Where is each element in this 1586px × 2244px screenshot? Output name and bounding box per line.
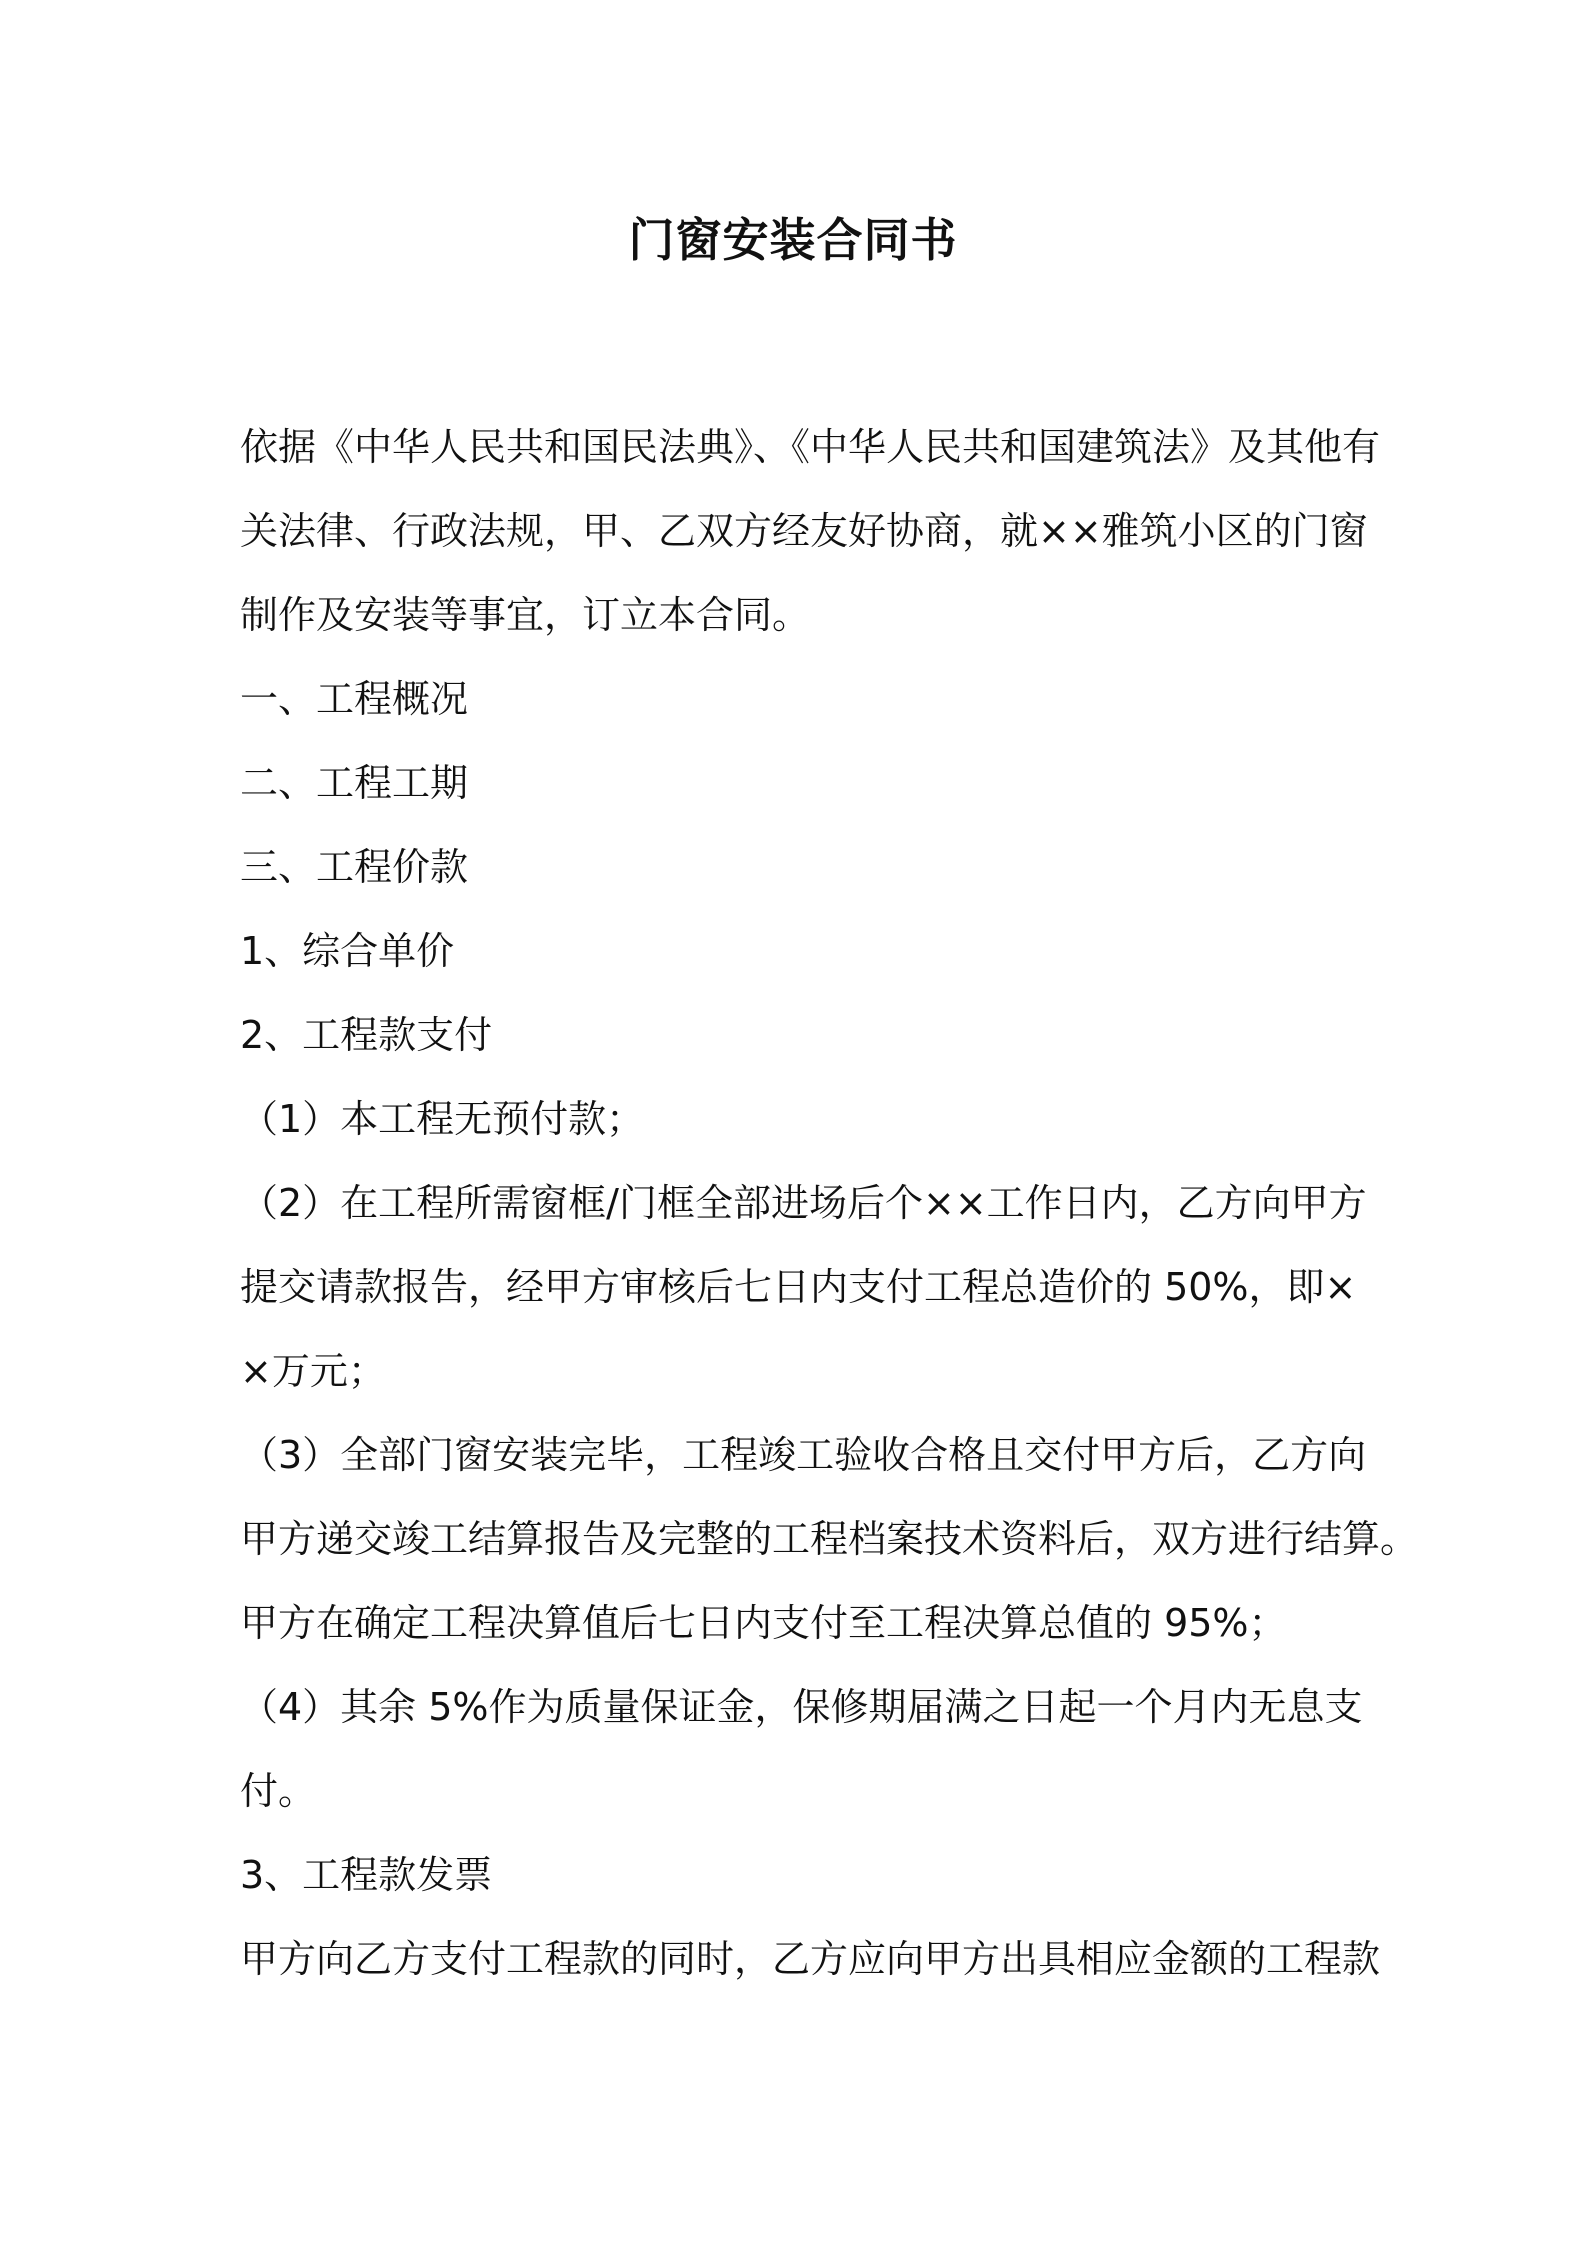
text-line: 甲方递交竣工结算报告及完整的工程档案技术资料后，双方进行结算。 <box>240 1517 1419 1561</box>
section-heading-2: 二、工程工期 <box>240 761 469 805</box>
text-line: 依据《中华人民共和国民法典》、《中华人民共和国建筑法》及其他有 <box>240 425 1381 469</box>
section-heading-1: 一、工程概况 <box>240 677 469 721</box>
subsection-heading-3: 3、工程款发票 <box>240 1853 493 1897</box>
text-line: 关法律、行政法规，甲、乙双方经友好协商，就××雅筑小区的门窗 <box>240 509 1368 553</box>
document-title: 门窗安装合同书 <box>628 213 958 267</box>
text-line: 制作及安装等事宜，订立本合同。 <box>240 593 811 637</box>
clause-2: （2）在工程所需窗框/门框全部进场后个××工作日内，乙方向甲方 <box>240 1181 1367 1225</box>
text-line: 提交请款报告，经甲方审核后七日内支付工程总造价的 50%，即× <box>240 1265 1357 1309</box>
text-line: 付。 <box>240 1769 317 1813</box>
subsection-heading-1: 1、综合单价 <box>240 929 455 973</box>
subsection-heading-2: 2、工程款支付 <box>240 1013 493 1057</box>
section-heading-3: 三、工程价款 <box>240 845 469 889</box>
text-line: ×万元； <box>240 1349 386 1393</box>
clause-3: （3）全部门窗安装完毕，工程竣工验收合格且交付甲方后，乙方向 <box>240 1433 1367 1477</box>
document-body <box>240 405 1419 2001</box>
text-line: 甲方向乙方支付工程款的同时，乙方应向甲方出具相应金额的工程款 <box>240 1937 1381 1981</box>
clause-4: （4）其余 5%作为质量保证金，保修期届满之日起一个月内无息支 <box>240 1685 1363 1729</box>
text-line: 甲方在确定工程决算值后七日内支付至工程决算总值的 95%； <box>240 1601 1287 1645</box>
clause-1: （1）本工程无预付款； <box>240 1097 645 1141</box>
